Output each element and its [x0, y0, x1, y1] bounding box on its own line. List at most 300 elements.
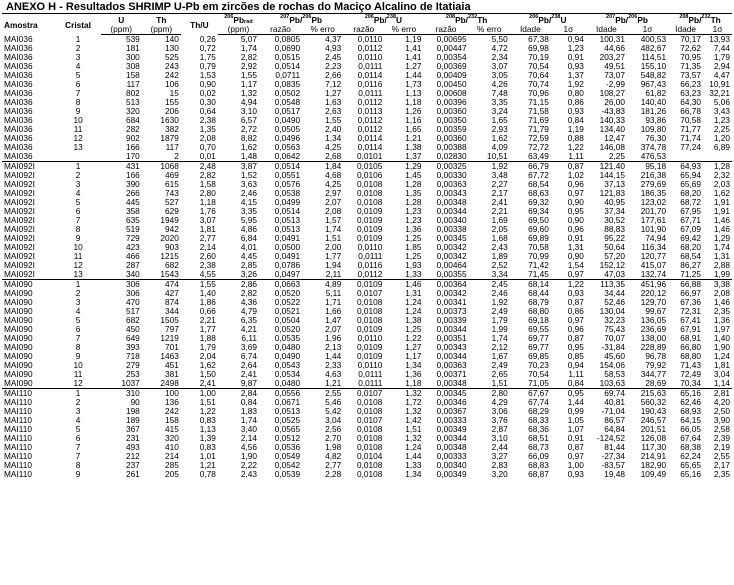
- table-cell: 4,09: [491, 143, 508, 152]
- table-cell: MAI036: [4, 143, 33, 152]
- table-cell: 140: [165, 34, 179, 44]
- table-cell: 2,41: [240, 370, 257, 379]
- table-cell: 0,0565: [274, 425, 301, 434]
- table-cell: 130: [165, 44, 179, 53]
- table-cell: 6: [75, 80, 81, 89]
- sub-sigma: 1σ: [703, 25, 732, 35]
- table-row: [2, 116, 732, 125]
- table-cell: 0,0517: [274, 107, 301, 116]
- table-cell: 0,87: [567, 334, 584, 343]
- results-table: [2, 13, 732, 479]
- table-cell: 68,73: [528, 443, 549, 452]
- table-cell: 1,55: [240, 71, 257, 80]
- table-cell: 69,77: [528, 334, 549, 343]
- table-header: [2, 14, 732, 35]
- table-cell: 2: [75, 289, 81, 298]
- table-cell: 71,77: [680, 125, 702, 134]
- table-cell: 3,69: [240, 343, 257, 352]
- table-cell: 6,84: [240, 234, 257, 243]
- table-cell: 140,40: [640, 98, 667, 107]
- table-cell: MAI036: [4, 44, 33, 53]
- table-cell: 0,0108: [356, 407, 383, 416]
- table-cell: MAI036: [4, 80, 33, 89]
- table-cell: 4,20: [713, 398, 730, 407]
- table-row: [2, 62, 732, 71]
- table-cell: 527: [165, 198, 179, 207]
- table-cell: 70,96: [528, 89, 549, 98]
- table-cell: 2,32: [713, 171, 730, 180]
- table-cell: 66,80: [680, 343, 702, 352]
- table-cell: 1,79: [199, 343, 216, 352]
- table-cell: 3,48: [491, 171, 508, 180]
- table-cell: 68,51: [528, 434, 549, 443]
- table-cell: 0,00367: [436, 407, 467, 416]
- table-cell: 2,39: [713, 434, 730, 443]
- table-cell: 68,83: [528, 461, 549, 470]
- table-cell: 12: [73, 261, 83, 270]
- table-cell: 2,80: [469, 389, 510, 399]
- table-cell: 0,95: [567, 207, 584, 216]
- table-row: [2, 80, 732, 89]
- table-cell: 1,98: [325, 443, 342, 452]
- table-cell: 1,29: [384, 162, 423, 172]
- table-cell: 68,38: [680, 443, 702, 452]
- table-cell: 1,24: [405, 443, 422, 452]
- table-cell: 0,0112: [357, 270, 383, 280]
- table-cell: 0,0491: [274, 252, 301, 261]
- table-cell: 8: [75, 225, 81, 234]
- table-cell: 0,00345: [436, 234, 467, 243]
- table-cell: 2,13: [325, 343, 342, 352]
- table-cell: 0,84: [567, 379, 584, 389]
- col-cristal: Cristal: [55, 14, 100, 35]
- table-cell: 8,82: [240, 134, 257, 143]
- table-cell: 0,0513: [274, 216, 301, 225]
- table-cell: 72,59: [528, 134, 549, 143]
- table-cell: 93,86: [645, 116, 667, 125]
- sub-erro: % erro: [469, 25, 510, 35]
- table-cell: 0,0104: [356, 452, 383, 461]
- table-cell: 1,68: [491, 234, 508, 243]
- table-cell: 71,69: [528, 116, 549, 125]
- table-cell: 69,77: [528, 343, 549, 352]
- table-cell: 50,64: [604, 243, 625, 252]
- table-cell: 0,0109: [343, 280, 384, 290]
- table-row: [2, 98, 732, 107]
- table-cell: 0,0105: [343, 162, 384, 172]
- table-cell: 86,57: [604, 416, 625, 425]
- table-cell: 1,71: [325, 298, 342, 307]
- table-cell: MAI092I: [4, 216, 35, 225]
- table-cell: 3,10: [240, 107, 257, 116]
- table-cell: 155: [165, 98, 179, 107]
- table-cell: 7,12: [325, 80, 342, 89]
- table-cell: 1,00: [567, 461, 584, 470]
- table-cell: 0,00343: [436, 343, 467, 352]
- table-cell: 2,84: [218, 389, 259, 399]
- table-cell: 729: [125, 234, 140, 243]
- table-cell: MAI036: [4, 125, 33, 134]
- table-cell: 13: [73, 270, 83, 280]
- table-cell: 1,19: [567, 125, 584, 134]
- table-cell: 1,32: [240, 89, 257, 98]
- table-cell: 1,23: [405, 216, 422, 225]
- table-cell: 0,0110: [357, 243, 383, 252]
- table-cell: 40,81: [604, 398, 625, 407]
- table-cell: 0,00343: [436, 189, 467, 198]
- table-cell: 0,0116: [357, 80, 383, 89]
- table-cell: 1037: [121, 379, 140, 389]
- table-cell: 513: [125, 98, 140, 107]
- table-cell: 1,46: [713, 298, 730, 307]
- table-row: [2, 379, 732, 389]
- table-row: [2, 307, 732, 316]
- table-cell: 37,34: [604, 207, 625, 216]
- table-cell: 1,34: [405, 361, 422, 370]
- table-row: [2, 234, 732, 243]
- table-cell: 482,67: [640, 44, 667, 53]
- table-cell: 1,28: [703, 162, 732, 172]
- unit-pb206rad: (ppm): [218, 25, 259, 35]
- table-cell: 0,00330: [436, 171, 467, 180]
- table-cell: 6,57: [240, 116, 257, 125]
- table-cell: 902: [125, 134, 140, 143]
- table-cell: 146,08: [599, 143, 625, 152]
- table-cell: 2,87: [491, 425, 508, 434]
- table-cell: 181: [125, 44, 140, 53]
- table-cell: MAI092I: [4, 198, 35, 207]
- table-cell: 0,00364: [423, 280, 468, 290]
- table-cell: 0,96: [567, 325, 584, 334]
- table-cell: 69,89: [528, 234, 549, 243]
- table-cell: 308: [125, 62, 140, 71]
- table-cell: 0,78: [199, 470, 216, 479]
- table-cell: 2,82: [199, 171, 216, 180]
- table-row: [2, 289, 732, 298]
- table-cell: MAI092I: [2, 162, 55, 172]
- table-cell: 62,24: [680, 452, 702, 461]
- table-cell: 0,0114: [357, 143, 383, 152]
- table-cell: 3,34: [491, 270, 508, 280]
- table-cell: 0,85: [567, 352, 584, 361]
- table-cell: 1219: [160, 334, 179, 343]
- table-cell: 8: [75, 98, 81, 107]
- table-row: [2, 425, 732, 434]
- table-cell: 1,94: [325, 261, 342, 270]
- table-cell: 201,51: [640, 425, 667, 434]
- table-row: [2, 461, 732, 470]
- table-cell: 340: [125, 270, 140, 280]
- table-cell: 282: [125, 125, 140, 134]
- table-cell: 0,0109: [356, 207, 383, 216]
- table-cell: 9: [75, 107, 81, 116]
- table-cell: MAI110: [4, 416, 32, 425]
- table-cell: 684: [125, 116, 140, 125]
- table-cell: 0,0491: [274, 234, 301, 243]
- table-cell: 13,93: [709, 34, 730, 44]
- table-cell: -27,34: [601, 452, 625, 461]
- table-cell: 113,35: [586, 280, 627, 290]
- table-cell: 70,95: [680, 53, 702, 62]
- table-cell: 117: [165, 143, 179, 152]
- table-cell: [668, 152, 703, 162]
- table-cell: 1,17: [240, 80, 257, 89]
- table-cell: 0,72: [199, 44, 216, 53]
- table-cell: 0,87: [567, 443, 584, 452]
- table-cell: 68,54: [528, 180, 549, 189]
- table-cell: 1,51: [405, 425, 422, 434]
- table-cell: 0,0520: [274, 289, 301, 298]
- table-cell: 1,46: [713, 216, 730, 225]
- table-row: [2, 270, 732, 280]
- table-cell: 2,03: [713, 180, 730, 189]
- table-cell: 0,84: [240, 398, 257, 407]
- table-cell: 2,55: [713, 452, 730, 461]
- table-cell: 34,44: [604, 289, 625, 298]
- table-cell: 1,63: [325, 98, 342, 107]
- table-cell: 0,0108: [356, 189, 383, 198]
- table-cell: 0,0548: [274, 98, 301, 107]
- table-cell: 0,00349: [436, 470, 467, 479]
- table-cell: 1,81: [199, 225, 216, 234]
- table-cell: 71,58: [528, 107, 549, 116]
- table-cell: 0,87: [567, 298, 584, 307]
- table-cell: 69,55: [528, 325, 549, 334]
- table-cell: 2,60: [199, 252, 216, 261]
- table-row: [2, 243, 732, 252]
- table-cell: 0,86: [567, 98, 584, 107]
- table-cell: 0,0563: [274, 143, 301, 152]
- table-cell: 0,0642: [274, 152, 301, 162]
- table-cell: 2,77: [325, 461, 342, 470]
- table-cell: 0,95: [567, 343, 584, 352]
- table-row: [2, 252, 732, 261]
- table-cell: 1,75: [199, 53, 216, 62]
- table-cell: 67,41: [680, 316, 702, 325]
- table-cell: 0,0513: [274, 407, 301, 416]
- table-cell: 130,04: [599, 307, 625, 316]
- table-cell: 0,0109: [356, 325, 383, 334]
- table-cell: 86,27: [680, 261, 702, 270]
- table-cell: 67,71: [680, 216, 702, 225]
- table-cell: 1,89: [491, 252, 508, 261]
- table-cell: 0,00338: [436, 225, 467, 234]
- table-cell: 136,05: [640, 316, 667, 325]
- table-cell: 410: [165, 443, 179, 452]
- table-cell: 79,92: [645, 361, 667, 370]
- table-cell: 7: [75, 334, 81, 343]
- table-cell: 4,15: [240, 198, 257, 207]
- table-cell: 37,13: [604, 180, 625, 189]
- table-cell: 101,90: [640, 225, 667, 234]
- table-cell: 158: [165, 416, 179, 425]
- table-cell: 2,86: [218, 280, 259, 290]
- table-cell: 0,00325: [423, 162, 468, 172]
- sub-razao: razão: [343, 25, 384, 35]
- table-cell: MAI092I: [4, 225, 35, 234]
- table-cell: 0,00396: [436, 98, 467, 107]
- table-cell: 243: [165, 62, 179, 71]
- table-cell: 4,25: [325, 180, 342, 189]
- table-cell: 0,0101: [356, 152, 383, 162]
- table-cell: 9,87: [240, 379, 257, 389]
- table-row: [2, 125, 732, 134]
- table-cell: 65,65: [680, 461, 702, 470]
- table-cell: 216,38: [640, 171, 667, 180]
- table-cell: 72,62: [680, 44, 702, 53]
- table-cell: 68,87: [528, 470, 549, 479]
- table-cell: 64,15: [680, 416, 702, 425]
- table-cell: 1,44: [325, 352, 342, 361]
- table-cell: 0,66: [199, 307, 216, 316]
- table-cell: 1,11: [568, 152, 584, 162]
- table-cell: 1,35: [405, 189, 422, 198]
- table-cell: 469: [165, 171, 179, 180]
- table-cell: 3,40: [240, 425, 257, 434]
- page-title: ANEXO H - Resultados SHRIMP U-Pb em zircões de rochas do Maciço Alcalino de Itatiaia: [6, 1, 471, 13]
- table-cell: 6,35: [240, 316, 257, 325]
- table-cell: 0,0525: [274, 416, 301, 425]
- table-cell: MAI092I: [4, 189, 35, 198]
- table-cell: 67,91: [680, 325, 702, 334]
- table-cell: MAI110: [4, 461, 32, 470]
- table-cell: 28,69: [645, 379, 667, 389]
- table-cell: 1: [55, 280, 100, 290]
- table-cell: 103,63: [599, 379, 625, 389]
- table-cell: 381: [165, 370, 179, 379]
- table-cell: 1,20: [713, 134, 730, 143]
- table-cell: 2,41: [491, 198, 508, 207]
- table-cell: 4,21: [240, 325, 257, 334]
- table-cell: 6: [75, 434, 81, 443]
- table-cell: 132,74: [640, 270, 667, 280]
- table-cell: 242: [165, 71, 179, 80]
- table-cell: 0,00333: [436, 452, 467, 461]
- table-cell: 203,27: [599, 53, 625, 62]
- table-cell: 10: [73, 243, 83, 252]
- table-cell: 2,92: [240, 62, 257, 71]
- table-cell: 1949: [160, 216, 179, 225]
- table-cell: 0,00340: [436, 461, 467, 470]
- table-cell: 1,50: [199, 370, 216, 379]
- table-cell: 2,34: [491, 53, 508, 62]
- table-cell: MAI092I: [4, 234, 35, 243]
- table-cell: 0,90: [567, 216, 584, 225]
- table-cell: 0,93: [567, 289, 584, 298]
- table-cell: 2,63: [325, 107, 342, 116]
- table-cell: 0,70: [199, 143, 216, 152]
- table-cell: 63,49: [528, 152, 549, 162]
- table-cell: 228,89: [640, 343, 667, 352]
- table-cell: 0,95: [551, 389, 586, 399]
- table-cell: 1,34: [325, 134, 342, 143]
- table-cell: 0,0107: [356, 289, 383, 298]
- table-cell: 0,00348: [436, 443, 467, 452]
- table-cell: 0,00355: [436, 270, 467, 280]
- table-cell: 26,00: [604, 98, 625, 107]
- table-cell: 121,83: [599, 189, 625, 198]
- table-cell: 2,07: [325, 198, 342, 207]
- table-cell: 68,36: [528, 425, 549, 434]
- table-cell: 0,0106: [356, 171, 383, 180]
- table-cell: 1,36: [713, 316, 730, 325]
- sub-razao: razão: [423, 25, 468, 35]
- table-cell: 1,25: [405, 325, 422, 334]
- table-cell: 1,90: [240, 452, 257, 461]
- table-cell: 1,13: [405, 89, 422, 98]
- table-cell: 1,53: [199, 71, 216, 80]
- table-cell: MAI110: [4, 407, 32, 416]
- table-cell: 0,0480: [274, 379, 301, 389]
- sub-sigma: 1σ: [551, 25, 586, 35]
- table-cell: 1,74: [240, 416, 257, 425]
- table-cell: 2,58: [713, 425, 730, 434]
- table-cell: 70,74: [528, 80, 549, 89]
- table-cell: 1,83: [240, 407, 257, 416]
- table-cell: 1,96: [325, 334, 342, 343]
- table-cell: 5,46: [325, 398, 342, 407]
- table-cell: MAI090: [2, 280, 55, 290]
- table-cell: 1,90: [713, 343, 730, 352]
- table-cell: 65,69: [680, 180, 702, 189]
- table-cell: MAI036: [4, 53, 33, 62]
- table-cell: 0,00351: [436, 334, 467, 343]
- table-cell: 0,0108: [356, 425, 383, 434]
- table-cell: 2,85: [240, 261, 257, 270]
- table-cell: 5: [75, 316, 81, 325]
- table-row: [2, 370, 732, 379]
- table-cell: 0,0500: [274, 243, 301, 252]
- table-cell: 548,82: [640, 71, 667, 80]
- table-cell: 427: [165, 289, 179, 298]
- table-cell: 1,79: [713, 53, 730, 62]
- table-cell: 1,65: [491, 116, 508, 125]
- table-cell: 2,68: [325, 152, 342, 162]
- table-cell: 45,60: [604, 352, 625, 361]
- table-cell: 0,0534: [274, 370, 301, 379]
- table-cell: 0,0110: [357, 361, 383, 370]
- table-cell: 189: [125, 416, 140, 425]
- table-cell: MAI090: [4, 307, 33, 316]
- table-cell: 2498: [160, 379, 179, 389]
- table-cell: 117,30: [641, 443, 667, 452]
- table-cell: 0,96: [567, 180, 584, 189]
- table-cell: 0,88: [567, 134, 584, 143]
- table-cell: 2,81: [703, 389, 732, 399]
- table-cell: 68,93: [680, 407, 702, 416]
- table-cell: 66,79: [510, 162, 551, 172]
- table-cell: 1215: [160, 252, 179, 261]
- table-cell: 1,33: [405, 461, 422, 470]
- table-row: [2, 316, 732, 325]
- table-cell: 0,02: [199, 89, 216, 98]
- table-cell: 0,00344: [436, 434, 467, 443]
- table-cell: 4,63: [325, 370, 342, 379]
- table-cell: 539: [125, 34, 140, 44]
- table-body: [2, 35, 732, 480]
- sub-idade: Idade: [668, 25, 703, 35]
- table-cell: 1,38: [405, 316, 422, 325]
- table-cell: 68,14: [510, 280, 551, 290]
- table-cell: 1,44: [405, 71, 422, 80]
- table-cell: 3,06: [491, 407, 508, 416]
- table-cell: 2,23: [325, 62, 342, 71]
- table-cell: 1,81: [713, 361, 730, 370]
- table-cell: 2,43: [491, 243, 508, 252]
- table-cell: 0,84: [567, 116, 584, 125]
- table-cell: 0,00342: [436, 289, 467, 298]
- table-cell: 0,0835: [274, 80, 301, 89]
